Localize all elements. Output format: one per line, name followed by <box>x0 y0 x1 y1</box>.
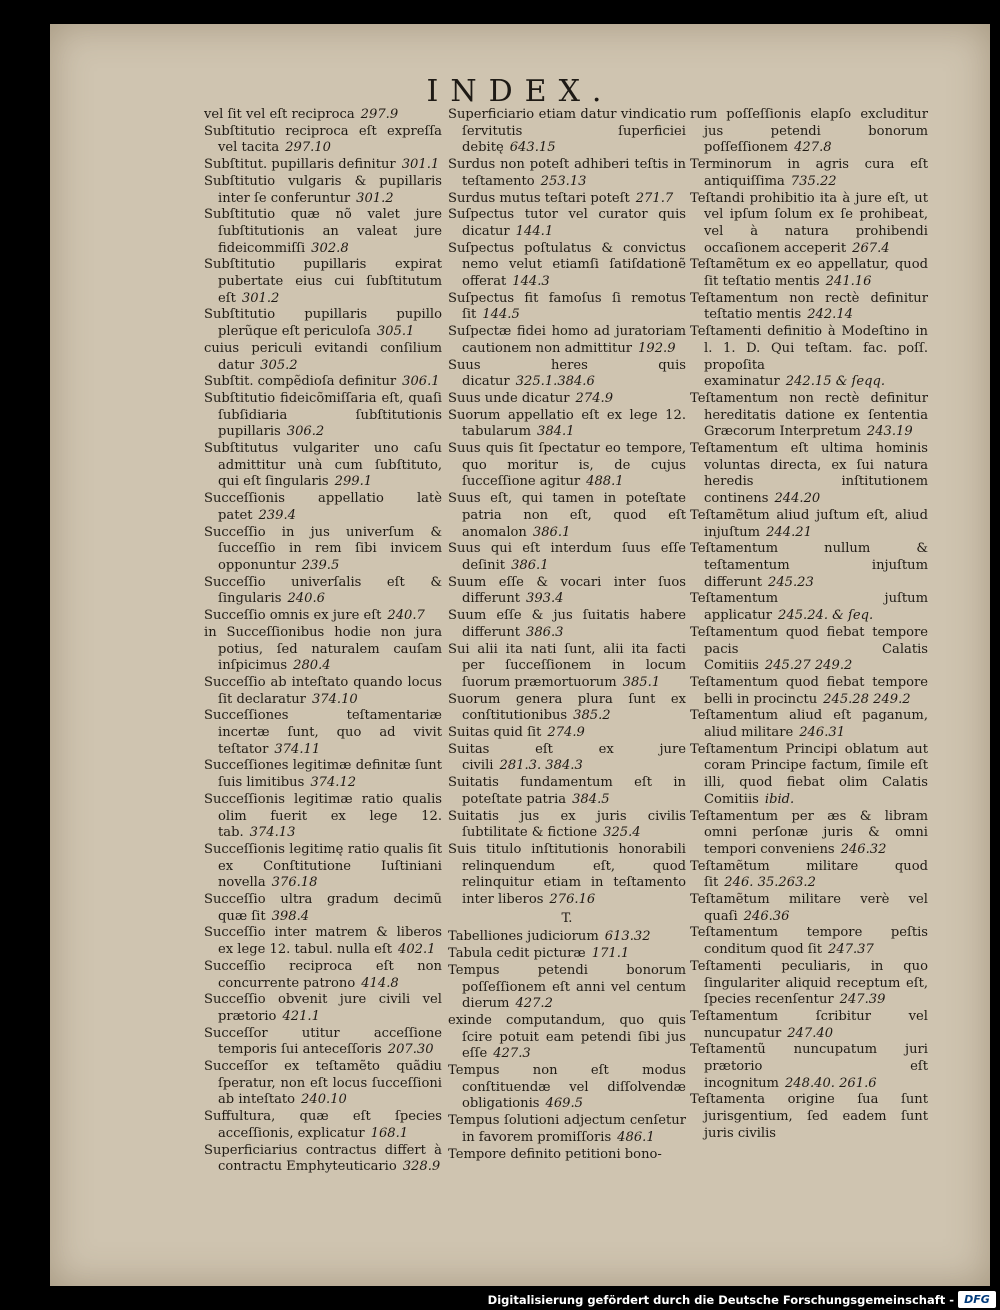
index-entry <box>690 257 928 290</box>
entry-page-ref: 301.2 <box>241 290 280 306</box>
index-entry <box>448 775 686 808</box>
entry-text: Suum eſſe & jus ſuitatis habere differunt <box>448 608 686 640</box>
entry-page-ref: 427.3 <box>493 1046 531 1062</box>
entry-page-ref: 385.2 <box>573 708 611 724</box>
index-entry <box>448 1147 686 1164</box>
entry-page-ref: 328.9 <box>402 1159 441 1175</box>
entry-page-ref: 168.1 <box>370 1125 409 1141</box>
index-entry <box>204 959 442 992</box>
entry-text: Teſtandi prohibitio ita à jure eſt, ut vel ipſum ſolum ex ſe prohibeat, vel à natura prohibendi occaſionem acceperit <box>690 190 928 256</box>
index-entry <box>204 157 442 174</box>
entry-page-ref: 384.1 <box>537 424 575 440</box>
index-entry <box>448 241 686 291</box>
entry-text: Superficiario etiam datur vindicatio ſervitutis ſuperficiei debitę <box>448 107 686 156</box>
index-entry <box>690 809 928 859</box>
entry-page-ref: 274.9 <box>575 390 614 406</box>
index-column-1 <box>204 107 442 1176</box>
index-entry <box>204 307 442 340</box>
index-entry <box>448 157 686 190</box>
entry-page-ref: 144.3 <box>512 274 550 290</box>
index-entry <box>690 742 928 809</box>
entry-page-ref: 246.32 <box>840 841 887 857</box>
index-entry <box>448 107 686 157</box>
entry-text: Terminorum in agris cura eſt antiquiſſima <box>690 157 928 189</box>
index-entry <box>448 692 686 725</box>
entry-text: Succeſſionis legitimæ ratio qualis olim fuerit ex lege 12. tab. <box>204 791 442 841</box>
entry-text: Teſtamentum per æs & libram omni perſonæ juris & omni tempori conveniens <box>690 808 928 857</box>
index-entry <box>448 191 686 208</box>
entry-page-ref: 144.1 <box>515 223 554 239</box>
index-entry <box>690 324 928 391</box>
entry-page-ref: 643.15 <box>509 140 556 156</box>
index-entry <box>204 1109 442 1142</box>
entry-text: Succeſſor utitur acceſſione temporis ſui anteceſſoris <box>204 1025 442 1058</box>
entry-page-ref: 247.37 <box>828 942 874 958</box>
entry-text: Succeſſionis appellatio latè patet <box>204 491 442 523</box>
entry-page-ref: ibid. <box>764 791 795 807</box>
entry-text: Tabula cedit picturæ <box>448 946 586 962</box>
entry-text: cuius periculi evitandi conſilium datur <box>204 340 442 373</box>
entry-page-ref: 386.1 <box>511 557 549 573</box>
entry-text: Teſtamentum juſtum applicatur <box>690 591 928 624</box>
entry-page-ref: 241.16 <box>825 274 872 290</box>
entry-page-ref: 244.21 <box>766 524 812 540</box>
index-entry <box>204 107 442 124</box>
entry-page-ref: 240.6 <box>287 591 325 607</box>
entry-text: Teſtamẽtum militare quod ſit <box>690 858 928 891</box>
entry-page-ref: 374.10 <box>311 691 358 707</box>
index-entry <box>448 1113 686 1146</box>
entry-text: Subſtitutio pupillaris pupillo plerũque eſt periculoſa <box>204 307 442 340</box>
index-column-2 <box>448 107 686 1163</box>
index-entry <box>448 608 686 641</box>
index-entry <box>448 408 686 441</box>
index-entry <box>690 859 928 892</box>
entry-text: Suus qui eſt interdum ſuus eſſe deſinit <box>448 541 686 573</box>
entry-page-ref: 427.2 <box>515 996 553 1012</box>
entry-page-ref: 240.7 <box>387 608 425 624</box>
entry-page-ref: 385.1 <box>622 674 661 690</box>
index-entry <box>448 491 686 541</box>
entry-text: Subſtitutio quæ nõ valet jure ſubſtitutionis an valeat jure fideicommiſſi <box>204 207 442 256</box>
entry-text: Succeſſio obvenit jure civili vel prætorio <box>204 992 442 1024</box>
entry-page-ref: 245.24. & ſeq. <box>778 608 874 624</box>
entry-text: Teſtamenta origine ſua ſunt jurisgentium, ſed eadem ſunt juris civilis <box>690 1092 928 1141</box>
index-entry <box>204 1143 442 1176</box>
index-entry <box>690 1009 928 1042</box>
entry-page-ref: 305.2 <box>260 357 298 373</box>
entry-page-ref: 299.1 <box>334 474 373 490</box>
entry-page-ref: 302.8 <box>311 240 349 256</box>
index-entry <box>690 625 928 675</box>
entry-text: Teſtamenti peculiaris, in quo ſingulariter aliquid receptum eſt, ſpecies recenſentur <box>690 958 928 1008</box>
index-entry <box>690 391 928 441</box>
index-entry <box>448 946 686 963</box>
index-entry <box>204 625 442 675</box>
entry-page-ref: 207.30 <box>387 1042 434 1058</box>
index-entry <box>690 892 928 925</box>
entry-page-ref: 297.10 <box>285 140 331 156</box>
entry-page-ref: 246. 35.263.2 <box>724 875 816 891</box>
index-entry <box>690 291 928 324</box>
entry-page-ref: 271.7 <box>635 190 674 206</box>
index-entry <box>204 525 442 575</box>
entry-text: Succeſſio in jus univerſum & ſucceſſio in rem ſibi invicem opponuntur <box>204 524 442 573</box>
entry-page-ref: 402.1 <box>397 942 436 958</box>
entry-text: Teſtamentũ nuncupatum juri prætorio eſt incognitum <box>690 1042 928 1091</box>
book-page <box>50 24 990 1286</box>
entry-text: Suitatis fundamentum eſt in poteſtate patria <box>448 775 686 807</box>
index-entry <box>204 675 442 708</box>
entry-page-ref: 325.1.384.6 <box>515 374 595 390</box>
digitization-credit: Digitalisierung gefördert durch die Deutsche Forschungsgemeinschaft - <box>487 1293 954 1307</box>
entry-text: Surdus non poteſt adhiberi teſtis in teſtamento <box>448 157 686 189</box>
index-entry <box>448 575 686 608</box>
entry-text: Subſtitutio fideicõmiſſaria eſt, quaſi ſubſidiaria ſubſtitutionis pupillaris <box>204 390 442 440</box>
entry-page-ref: 325.4 <box>603 825 641 841</box>
entry-page-ref: 374.11 <box>274 741 321 757</box>
entry-page-ref: 242.15 & ſeqq. <box>785 374 886 390</box>
entry-text: Suffultura, quæ eſt ſpecies acceſſionis, explicatur <box>204 1109 442 1141</box>
entry-text: Suſpectus tutor vel curator quis dicatur <box>448 207 686 239</box>
index-entry <box>448 929 686 946</box>
index-entry <box>448 809 686 842</box>
entry-text: Succeſſio univerſalis eſt & ſingularis <box>204 574 442 607</box>
entry-text: Subſtitutio reciproca eſt expreſſa vel tacita <box>204 123 442 156</box>
entry-page-ref: 171.1 <box>591 946 630 962</box>
index-entry <box>204 992 442 1025</box>
entry-text: Teſtamentum nullum & teſtamentum injuſtum differunt <box>690 541 928 590</box>
entry-page-ref: 414.8 <box>361 975 399 991</box>
index-entry <box>448 725 686 742</box>
index-entry <box>204 207 442 257</box>
index-entry <box>204 925 442 958</box>
entry-text: Teſtamentum Principi oblatum aut coram Principe factum, ſimile eſt illi, quod fiebat olim Calatis Comitiis <box>690 741 928 807</box>
index-entry <box>204 758 442 791</box>
index-entry <box>204 341 442 374</box>
index-entry <box>690 191 928 258</box>
entry-text: rum poſſeſſionis elapſo excluditur jus petendi bonorum poſſeſſionem <box>690 107 928 156</box>
entry-text: Teſtamentum non rectè definitur teſtatio mentis <box>690 290 928 323</box>
entry-page-ref: 253.13 <box>540 173 587 189</box>
index-entry <box>690 441 928 508</box>
dfg-logo-icon: DFG <box>958 1291 996 1308</box>
index-entry <box>204 374 442 391</box>
entry-text: Succeſſio omnis ex jure eſt <box>204 608 382 624</box>
entry-page-ref: 301.1 <box>401 157 440 173</box>
entry-text: Teſtamẽtum militare verè vel quaſi <box>690 892 928 924</box>
entry-text: Teſtamẽtum ex eo appellatur, quod ſit teſtatio mentis <box>690 257 928 290</box>
entry-page-ref: 245.23 <box>768 574 814 590</box>
entry-text: Superficiarius contractus differt à contractu Emphyteuticario <box>204 1142 442 1175</box>
entry-page-ref: 386.3 <box>526 624 564 640</box>
index-entry <box>448 291 686 324</box>
entry-page-ref: 276.16 <box>549 892 596 908</box>
index-entry <box>690 541 928 591</box>
entry-text: in Succeſſionibus hodie non jura potius, ſed naturalem cauſam inſpicimus <box>204 624 442 674</box>
entry-text: Teſtamentum eſt ultima hominis voluntas directa, ex ſui natura heredis inſtitutionem continens <box>690 441 928 507</box>
entry-page-ref: 192.9 <box>638 340 676 356</box>
index-entry <box>204 575 442 608</box>
entry-page-ref: 246.36 <box>743 908 790 924</box>
entry-page-ref: 246.31 <box>799 725 846 741</box>
entry-text: Subſtitutus vulgariter uno caſu admittitur unà cum ſubſtituto, qui eſt ſingularis <box>204 441 442 490</box>
page-title: INDEX. <box>426 74 614 109</box>
entry-page-ref: 242.14 <box>807 307 854 323</box>
entry-text: Teſtamentum tempore peſtis conditum quod ſit <box>690 925 928 958</box>
entry-text: Suus heres quis dicatur <box>448 357 686 390</box>
entry-text: Suus unde dicatur <box>448 390 570 406</box>
index-entry <box>448 207 686 240</box>
index-entry <box>448 324 686 357</box>
entry-text: Teſtamentum quod fiebat tempore belli in procinctu <box>690 674 928 707</box>
index-section-letter: T. <box>561 910 573 926</box>
entry-text: Suus quis ſit ſpectatur eo tempore, quo moritur is, de cujus ſucceſſione agitur <box>448 441 686 490</box>
entry-page-ref: 386.1 <box>532 524 571 540</box>
index-entry <box>204 491 442 524</box>
index-entry <box>690 107 928 157</box>
index-entry <box>448 963 686 1013</box>
index-entry <box>204 842 442 892</box>
entry-text: Suſpectus fit famoſus ſi remotus ſit <box>448 290 686 323</box>
entry-page-ref: 613.32 <box>604 929 651 945</box>
entry-page-ref: 488.1 <box>586 474 624 490</box>
index-entry <box>204 608 442 625</box>
index-entry <box>448 541 686 574</box>
index-entry <box>690 591 928 624</box>
entry-text: Suorum appellatio eſt ex lege 12. tabularum <box>448 407 686 440</box>
entry-page-ref: 305.1 <box>376 324 415 340</box>
index-entry <box>690 1092 928 1142</box>
entry-text: Suitas quid ſit <box>448 725 542 741</box>
entry-text: Tempus non eſt modus conſtituendæ vel diſſolvendæ obligationis <box>448 1063 686 1112</box>
entry-text: Tabelliones judiciorum <box>448 929 599 945</box>
entry-page-ref: 247.40 <box>787 1025 834 1041</box>
entry-page-ref: 427.8 <box>794 140 832 156</box>
index-entry <box>448 1013 686 1063</box>
entry-page-ref: 248.40. 261.6 <box>784 1075 877 1091</box>
entry-text: Succeſſio ab inteſtato quando locus ſit declaratur <box>204 674 442 707</box>
index-entry <box>204 792 442 842</box>
index-entry <box>204 1059 442 1109</box>
entry-page-ref: 245.28 249.2 <box>823 691 911 707</box>
entry-page-ref: 301.2 <box>356 190 394 206</box>
entry-page-ref: 144.5 <box>482 307 520 323</box>
entry-text: vel ſit vel eſt reciproca <box>204 107 355 122</box>
index-entry <box>204 441 442 491</box>
entry-page-ref: 280.4 <box>293 658 331 674</box>
entry-page-ref: 306.2 <box>286 424 325 440</box>
entry-page-ref: 244.20 <box>774 491 821 507</box>
entry-text: Subſtitutio vulgaris & pupillaris inter ſe conferuntur <box>204 173 442 206</box>
index-entry <box>448 742 686 775</box>
index-entry <box>690 708 928 741</box>
entry-page-ref: 735.22 <box>790 173 837 189</box>
entry-text: Suum eſſe & vocari inter ſuos differunt <box>448 574 686 607</box>
entry-text: Suſpectus poſtulatus & convictus nemo velut etiamſi ſatiſdationẽ offerat <box>448 240 686 290</box>
entry-text: Tempore definito petitioni bono- <box>448 1146 662 1162</box>
entry-text: Subſtit. compẽdioſa definitur <box>204 374 397 390</box>
entry-text: Tempus petendi bonorum poſſeſſionem eſt anni vel centum dierum <box>448 962 686 1012</box>
index-entry <box>204 257 442 307</box>
entry-page-ref: 393.4 <box>526 591 564 607</box>
entry-page-ref: 240.10 <box>301 1092 347 1108</box>
index-entry <box>448 642 686 692</box>
index-entry <box>204 391 442 441</box>
entry-text: Suitatis jus ex juris civilis ſubtilitate & fictione <box>448 808 686 841</box>
entry-text: Surdus mutus teſtari poteſt <box>448 190 630 206</box>
entry-text: Subſtitutio pupillaris expirat pubertate eius cui ſubſtitutum eſt <box>204 257 442 306</box>
entry-page-ref: 267.4 <box>852 240 890 256</box>
entry-page-ref: 374.13 <box>249 825 296 841</box>
index-entry <box>690 1042 928 1092</box>
index-entry <box>204 1026 442 1059</box>
entry-text: Succeſſor ex teſtamẽto quãdiu ſperatur, non eſt locus ſucceſſioni ab inteſtato <box>204 1059 442 1108</box>
entry-text: Succeſſiones legitimæ definitæ ſunt ſuis limitibus <box>204 758 442 791</box>
entry-text: Teſtamentum quod fiebat tempore pacis Calatis Comitiis <box>690 624 928 674</box>
entry-page-ref: 374.12 <box>310 775 357 791</box>
index-column-3 <box>690 107 928 1143</box>
index-entry <box>204 174 442 207</box>
entry-text: Suorum genera plura ſunt ex conſtitutionibus <box>448 691 686 724</box>
entry-text: Teſtamenti definitio à Modeſtino in l. 1. D. Qui teſtam. fac. poſſ. propoſita examinatur <box>690 324 928 390</box>
index-entry <box>448 358 686 391</box>
entry-text: Teſtamẽtum aliud juſtum eſt, aliud injuſtum <box>690 507 928 540</box>
entry-text: Succeſſio reciproca eſt non concurrente patrono <box>204 958 442 991</box>
entry-page-ref: 398.4 <box>271 908 310 924</box>
entry-page-ref: 239.4 <box>258 507 296 523</box>
index-entry <box>690 675 928 708</box>
entry-text: Teſtamentum aliud eſt paganum, aliud militare <box>690 708 928 741</box>
entry-page-ref: 245.27 249.2 <box>764 658 853 674</box>
index-entry <box>448 441 686 491</box>
entry-page-ref: 297.9 <box>360 107 399 122</box>
index-entry <box>204 124 442 157</box>
entry-text: Suus eſt, qui tamen in poteſtate patria non eſt, quod eſt anomalon <box>448 491 686 540</box>
entry-text: Teſtamentum ſcribitur vel nuncupatur <box>690 1008 928 1041</box>
index-entry <box>204 892 442 925</box>
entry-text: Tempus ſolutioni adjectum cenſetur in favorem promiſſoris <box>448 1113 686 1145</box>
entry-text: Sui alii ita nati ſunt, alii ita facti per ſucceſſionem in locum ſuorum præmortuorum <box>448 641 686 690</box>
entry-page-ref: 306.1 <box>402 374 440 390</box>
entry-text: Succeſſio ultra gradum decimũ quæ ſit <box>204 892 442 924</box>
entry-text: Suſpectæ fidei homo ad juratoriam cautionem non admittitur <box>448 324 686 356</box>
entry-page-ref: 469.5 <box>545 1096 584 1112</box>
index-entry <box>690 925 928 958</box>
entry-page-ref: 243.19 <box>866 424 913 440</box>
entry-text: Suis titulo inſtitutionis honorabili relinquendum eſt, quod relinquitur etiam in teſtamento inter liberos <box>448 841 686 908</box>
entry-page-ref: 247.39 <box>839 992 886 1008</box>
entry-text: Succeſſiones teſtamentariæ incertæ ſunt, quo ad vivit teſtator <box>204 708 442 757</box>
entry-page-ref: 421.1 <box>282 1008 320 1024</box>
index-entry <box>448 391 686 408</box>
entry-text: Suitas eſt ex jure civili <box>448 741 686 774</box>
entry-page-ref: 281.3. 384.3 <box>499 758 583 774</box>
index-entry <box>690 959 928 1009</box>
entry-page-ref: 274.9 <box>547 725 585 741</box>
index-entry <box>690 508 928 541</box>
entry-text: Teſtamentum non rectè definitur hereditatis datione ex ſententia Græcorum Interpretum <box>690 390 928 440</box>
index-entry <box>690 157 928 190</box>
index-entry <box>204 708 442 758</box>
entry-page-ref: 239.5 <box>301 557 340 573</box>
entry-text: Succeſſionis legitimę ratio qualis ſit ex Conſtitutione Iuſtiniani novella <box>204 841 442 891</box>
index-entry <box>448 1063 686 1113</box>
entry-text: Subſtitut. pupillaris definitur <box>204 157 396 173</box>
entry-page-ref: 384.5 <box>572 791 610 807</box>
entry-text: Succeſſio inter matrem & liberos ex lege 12. tabul. nulla eſt <box>204 925 442 958</box>
entry-page-ref: 376.18 <box>271 875 318 891</box>
entry-text: exinde computandum, quo quis ſcire potuit eam petendi ſibi jus eſſe <box>448 1012 686 1062</box>
entry-page-ref: 486.1 <box>617 1129 655 1145</box>
index-entry <box>448 842 686 909</box>
